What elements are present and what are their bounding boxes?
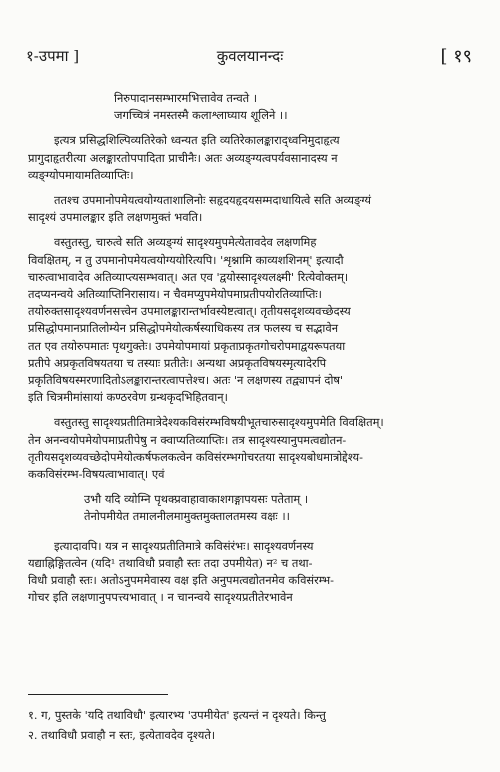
text-line: प्रसिद्धोपमानप्रातिलोम्येन प्रसिद्धोपमेयोत्कर्षस्याधिकस्य तत्र फलस्य च सद्भावेन (28, 321, 339, 336)
line-gap (28, 483, 478, 491)
text-line: इत्यादावपि। यत्र न सादृश्यप्रतीतिमात्रे कविसंरंभः। सादृश्यवर्णनस्य (54, 538, 314, 553)
text-line: सादृश्यं उपमालङ्कार इति लक्षणमुक्तं भवति। (28, 210, 203, 225)
text-line: तत एव तयोरुपमातः पृथगुक्तेः। उपमेयोपमायां प्रकृताप्रकृतगोचरोपमाद्वयरूपतया (28, 338, 346, 353)
footnote-2: २. तथाविधौ प्रवाहौ न स्तः, इत्येतावदेव दृश्यते। (28, 728, 216, 742)
text-line: प्रागुदाहृतरीत्या अलङ्कारतोपपादिता प्राचीनैः। अतः अव्यङ्ग्यत्वपर्यवसानादस्य न (28, 150, 338, 165)
book-title: कुवलयानन्दः (216, 47, 284, 65)
text-line: तदप्यनन्वये अतिव्याप्तिनिरासाय। न चैवमप्युपमेयोपमाप्रतीपयोरतिव्याप्तिः। (28, 287, 322, 302)
line-gap (28, 184, 478, 192)
text-line: गोचर इति लक्षणानुपपत्त्यभावात् । न चानन्वये सादृश्यप्रतीतेरभावेन (28, 590, 293, 605)
text-line: विधौ प्रवाहौ स्तः। अतोऽनुपममेवास्य वक्ष इति अनुपमत्वद्योतनमेव कविसंरम्भ- (28, 573, 335, 588)
text-line: वस्तुतस्तु, चारुत्वे सति अव्यङ्ग्यं सादृश्यमुपमेत्येतावदेव लक्षणमिह (54, 235, 317, 250)
footnote-1: १. ग, पुस्तके 'यदि तथाविधौ' इत्यारभ्य 'उपमीयेत' इत्यन्तं न दृश्यते। किन्तु (28, 708, 326, 722)
line-gap (28, 526, 478, 538)
text-line: तेनोपमीयेत तमालनीलमामुक्तमुक्तालतमस्य वक्षः ।। (84, 509, 290, 524)
text-line: वस्तुतस्तु सादृश्यप्रतीतिमात्रेदेश्यकविसंरम्भविषयीभूतचारुसादृश्यमुपमेति विवक्षितम्। (54, 415, 384, 430)
chapter-label: १-उपमा ] (26, 47, 80, 65)
text-line: जगच्चित्रं नमस्तस्मै कलाश्लाघ्याय शूलिने ।। (114, 108, 288, 123)
text-line: व्यङ्ग्योपमायामतिव्याप्तिः। (28, 167, 134, 182)
page-number: [ १९ (440, 46, 472, 67)
footnotes (28, 694, 478, 745)
text-line: तृतीयसदृशव्यवच्छेदोपमेयोत्कर्षफलकत्वेन कविसंरम्भगोचरतया सादृश्यबोधमात्रोद्देश्य- (28, 449, 363, 464)
text-line: तेन अनन्वयोपमेयोपमाप्रतीपेषु न क्वाप्यतिव्याप्तिः। तत्र सादृश्यस्यानुपमत्वद्योतन- (28, 432, 347, 447)
line-gap (28, 406, 478, 414)
text-line: उभौ यदि व्योम्नि पृथक्प्रवाहावाकाशगङ्गापयसः पतेताम् । (84, 492, 309, 507)
text-line: ततश्च उपमानोपमेयत्वयोग्यताशालिनोः सहृदयहृदयसम्मदाधायित्वे सति अव्यङ्ग्यं (54, 193, 372, 208)
text-line: इत्यत्र प्रसिद्धशिल्पिव्यतिरेको ध्वन्यत इति व्यतिरेकालङ्काराद्ध्वनिमुदाहृत्य (54, 133, 340, 148)
text-line: तयोरुक्तसादृश्यवर्णनसत्त्वेन उपमालङ्कारान्तर्भावस्येष्टत्वात्। तृतीयसदृशव्यवच्छेदस्य (28, 304, 351, 319)
text-line: चारुत्वाभावादेव अतिव्याप्त्यसम्भवात्। अत एव 'द्वयोस्सादृश्यलक्ष्मी' रित्येवोक्तम्। (28, 269, 349, 284)
text-line: ककविसंरम्भ-विषयत्वाभावात्। एवं (28, 467, 165, 482)
footnote-rule (28, 694, 168, 695)
line-gap (28, 124, 478, 132)
text-line: इति चित्रमीमांसायां कण्ठरवेण ग्रन्थकृदभिहितवान्। (28, 390, 228, 405)
text-line: प्रतीपे अप्रकृतविषयतया च तस्याः प्रतीतेः। अन्यथा अप्रकृतविषयस्मृत्यादेरपि (28, 355, 327, 370)
text-line: निरुपादानसम्भारमभित्तावेव तन्वते । (114, 91, 258, 105)
line-gap (28, 226, 478, 234)
text-line: प्रकृतिविषयस्मरणादितोऽलङ्कारान्तरत्वापत्तेश्च। अतः 'न लक्षणस्य तद्व्यापनं दोष' (28, 373, 344, 388)
text-line: विवक्षितम्, न तु उपमानोपमेयत्वयोग्ययोरित्यपि। 'शृश्नामि काव्यशशिनम्' इत्यादौ (28, 252, 344, 267)
page-header (0, 44, 500, 68)
text-line: यद्याह्निङ्गितत्वेन (यदि¹ तथाविधौ प्रवाहौ स्तः तदा उपमीयेत) न² च तथा- (28, 555, 313, 570)
main-text (28, 90, 478, 606)
